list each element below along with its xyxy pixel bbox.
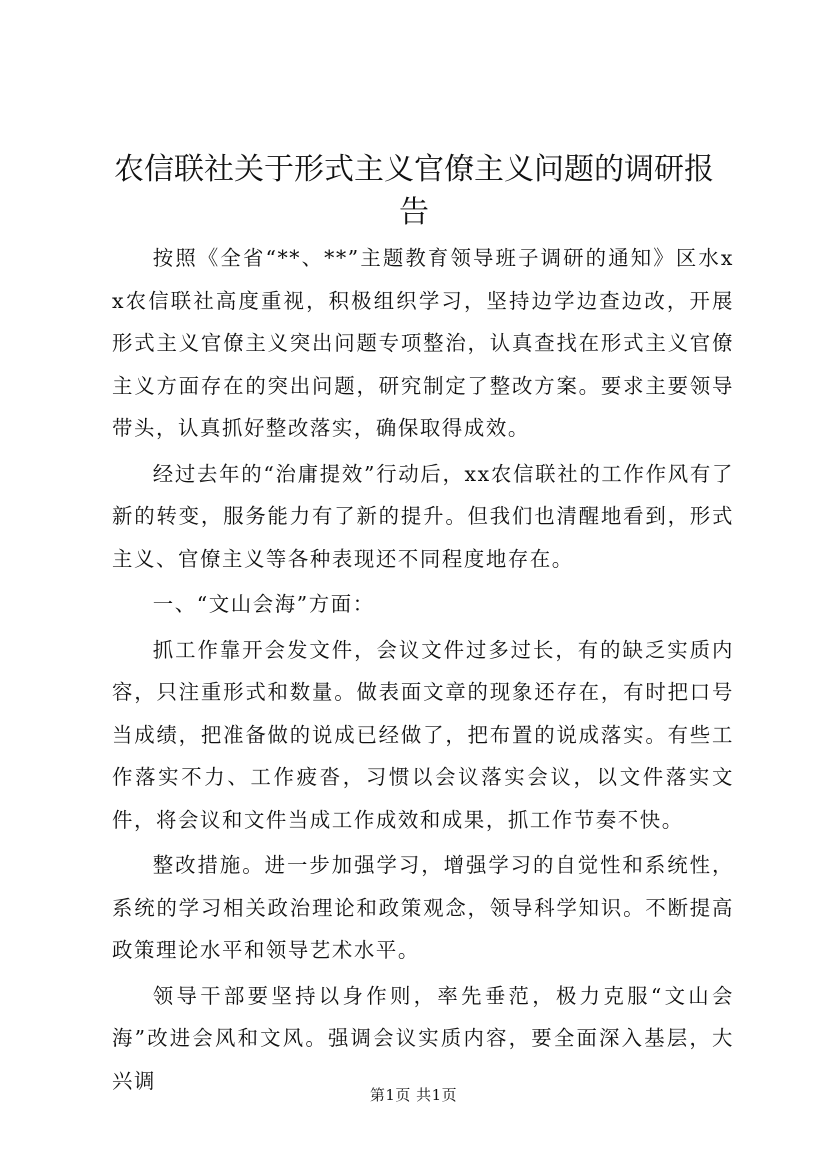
document-body [112,237,734,1102]
paragraph-background: 经过去年的“治庸提效”行动后，xx农信联社的工作作风有了新的转变，服务能力有了新的提升。但我们也清醒地看到，形式主义、官僚主义等各种表现还不同程度地存在。 [112,461,734,571]
paragraph-intro: 按照《全省“**、**”主题教育领导班子调研的通知》区水xx农信联社高度重视，积极组织学习，坚持边学边查边改，开展形式主义官僚主义突出问题专项整治，认真查找在形式主义官僚主义方面存在的突出问题，研究制定了整改方案。要求主要领导带头，认真抓好整改落实，确保取得成效。 [112,246,734,440]
paragraph-problems: 抓工作靠开会发文件，会议文件过多过长，有的缺乏实质内容，只注重形式和数量。做表面文章的现象还存在，有时把口号当成绩，把准备做的说成已经做了，把布置的说成落实。有些工作落实不力、工作疲沓，习惯以会议落实会议，以文件落实文件，将会议和文件当成工作成效和成果，抓工作节奏不快。 [112,637,734,832]
section-heading-1: 一、“文山会海”方面： [152,592,375,616]
paragraph-measures: 整改措施。进一步加强学习，增强学习的自觉性和系统性，系统的学习相关政治理论和政策观念，领导科学知识。不断提高政策理论水平和领导艺术水平。 [112,853,734,962]
page-number: 第1页 共1页 [369,1086,458,1104]
paragraph-leadership: 领导干部要坚持以身作则，率先垂范，极力克服“文山会海”改进会风和文风。强调会议实质内容，要全面深入基层，大兴调 [112,983,734,1093]
document-title: 农信联社关于形式主义官僚主义问题的调研报告 [114,152,714,230]
